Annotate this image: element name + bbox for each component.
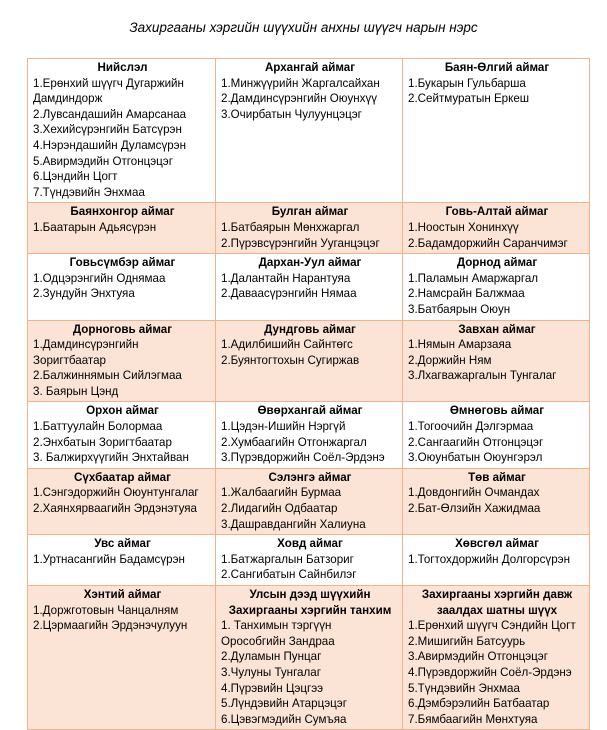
court-cell bbox=[28, 402, 216, 468]
court-cell bbox=[216, 320, 403, 402]
judge-name: 2.Пүрэвсүрэнгийн Ууганцэцэг bbox=[221, 236, 380, 250]
table-row bbox=[28, 402, 590, 468]
judge-name: 3.Пүрэвдоржийн Соёл-Эрдэнэ bbox=[221, 451, 385, 465]
court-heading: Дорнод аймаг bbox=[456, 256, 538, 270]
table-row bbox=[28, 586, 590, 730]
court-heading: Захиргааны хэргийн давж заалдах шатны шүүх bbox=[421, 588, 573, 617]
page-title: Захиргааны хэргийн шүүхийн анхны шүүгч нарын нэрс bbox=[129, 20, 478, 35]
court-cell bbox=[216, 254, 403, 320]
judge-name: 2.Бат-Өлзийн Хажидмаа bbox=[408, 502, 541, 516]
court-cell bbox=[216, 468, 403, 534]
court-heading: Ховд аймаг bbox=[277, 537, 343, 551]
table-row bbox=[28, 468, 590, 534]
judge-name: 5.Лүндэвийн Атарцэцэг bbox=[221, 697, 347, 711]
judge-name: 1.Уртнасангийн Бадамсүрэн bbox=[33, 552, 185, 566]
court-heading: Хөвсгөл аймаг bbox=[455, 537, 539, 551]
judge-name: 1.Батбаярын Мөнхжаргал bbox=[221, 220, 360, 234]
judge-name: 2.Балжиннямын Сийлэгмаа bbox=[33, 369, 182, 383]
judge-name: 1.Паламын Амаржаргал bbox=[408, 271, 539, 285]
court-cell bbox=[403, 535, 590, 586]
judge-name: 1.Дамдинсүрэнгийн Зоригтбаатар bbox=[33, 338, 139, 367]
judge-name: 2.Хаянхярваагийн Эрдэнэтуяа bbox=[33, 502, 198, 516]
judge-name: 1.Ноостын Хонинхүү bbox=[408, 220, 519, 234]
court-heading: Говьсүмбэр аймаг bbox=[69, 256, 176, 270]
table-row bbox=[28, 320, 590, 402]
judge-name: 2.Дамдинсүрэнгийн Оюунхүү bbox=[221, 92, 378, 106]
judge-name: 4.Пүрэвдоржийн Соёл-Эрдэнэ bbox=[408, 665, 572, 679]
judge-name: 2.Мишигийн Батсуурь bbox=[408, 634, 526, 648]
judge-name: 3. Балжирхүүгийн Энхтайван bbox=[33, 451, 189, 465]
court-heading: Төв аймаг bbox=[468, 470, 526, 484]
judge-name: 2.Сангаагийн Отгонцэцэг bbox=[408, 435, 544, 449]
court-cell bbox=[28, 254, 216, 320]
judge-name: 2.Сейтмуратын Еркеш bbox=[408, 92, 530, 106]
court-heading: Дархан-Уул аймаг bbox=[258, 256, 362, 270]
judge-name: 2.Зундуйн Энхтуяа bbox=[33, 287, 135, 301]
judge-name: 1.Минжүүрийн Жаргалсайхан bbox=[221, 76, 380, 90]
judge-name: 1.Адилбишийн Сайнтөгс bbox=[221, 338, 353, 352]
court-heading: Увс аймаг bbox=[94, 537, 151, 551]
judge-name: 2.Энхбатын Зоригтбаатар bbox=[33, 435, 172, 449]
judge-name: 1.Одцэрэнгийн Однямаа bbox=[33, 271, 166, 285]
judge-name: 1.Баатарын Адьясүрэн bbox=[33, 220, 157, 234]
judge-name: 1.Баттуулайн Болормаа bbox=[33, 420, 163, 434]
court-heading: Дундговь аймаг bbox=[264, 322, 356, 336]
judge-name: 2.Буянтогтохын Сугиржав bbox=[221, 353, 360, 367]
judge-name: 2.Цэрмаагийн Эрдэнэчулуун bbox=[33, 619, 188, 633]
court-heading: Хэнтий аймаг bbox=[83, 588, 162, 601]
judge-name: 3.Авирмэдийн Отгонцэцэг bbox=[408, 650, 548, 664]
court-cell bbox=[216, 402, 403, 468]
court-cell bbox=[28, 535, 216, 586]
judge-name: 1.Ерөнхий шүүгч Сэндийн Цогт bbox=[408, 619, 576, 633]
table-row bbox=[28, 203, 590, 254]
court-cell bbox=[403, 468, 590, 534]
judge-name: 1.Нямын Амарзаяа bbox=[408, 338, 512, 352]
court-heading: Сэлэнгэ аймаг bbox=[268, 470, 352, 484]
judge-name: 1.Ерөнхий шүүгч Дугаржийн Дамдиндорж bbox=[33, 76, 184, 106]
judge-name: 2.Доржийн Ням bbox=[408, 353, 492, 367]
court-cell bbox=[403, 59, 590, 203]
judge-name: 1.Тогоочийн Дэлгэрмаа bbox=[408, 420, 534, 434]
court-cell bbox=[216, 586, 403, 730]
court-cell bbox=[216, 203, 403, 254]
court-cell bbox=[216, 59, 403, 203]
court-cell bbox=[28, 468, 216, 534]
judge-name: 2.Дуламын Пунцаг bbox=[221, 650, 322, 664]
judge-name: 2.Лидагийн Одбаатар bbox=[221, 502, 338, 516]
court-heading: Баянхонгор аймаг bbox=[70, 205, 175, 219]
judge-name: 6.Дэмбэрэлийн Батбаатар bbox=[408, 697, 550, 711]
court-heading: Завхан аймаг bbox=[458, 322, 536, 336]
judge-name: 3.Дашравдангийн Халиуна bbox=[221, 517, 366, 531]
judge-name: 5.Түндэвийн Энхмаа bbox=[408, 681, 520, 695]
judge-name: 1.Тогтохдоржийн Долгорсүрэн bbox=[408, 552, 570, 566]
court-cell bbox=[28, 320, 216, 402]
judge-name: 1.Сэнгэдоржийн Оюунтунгалаг bbox=[33, 486, 199, 500]
court-heading: Нийслэл bbox=[97, 61, 148, 74]
court-heading: Дорноговь аймаг bbox=[72, 322, 173, 336]
judge-name: 1.Цэдэн-Ишийн Нэргүй bbox=[221, 420, 346, 434]
court-cell bbox=[28, 203, 216, 254]
court-heading: Баян-Өлгий аймаг bbox=[444, 61, 550, 74]
judge-name: 6.Цэндийн Цогт bbox=[33, 170, 118, 184]
judge-name: 7.Бямбаагийн Мөнхтуяа bbox=[408, 712, 538, 726]
court-heading: Орхон аймаг bbox=[86, 404, 159, 418]
court-heading: Архангай аймаг bbox=[264, 61, 356, 74]
court-heading: Өмнөговь аймаг bbox=[449, 404, 545, 418]
judge-name: 6.Цэвэгмэдийн Сумъяа bbox=[221, 712, 347, 726]
judge-name: 2.Хумбаагийн Отгонжаргал bbox=[221, 435, 367, 449]
court-cell bbox=[403, 320, 590, 402]
court-heading: Улсын дээд шүүхийн Захиргааны хэргийн танхим bbox=[228, 588, 392, 617]
judge-name: 1.Довдонгийн Очмандах bbox=[408, 486, 540, 500]
judge-name: 1.Жалбаагийн Бурмаа bbox=[221, 486, 342, 500]
court-heading: Булган аймаг bbox=[271, 205, 349, 219]
court-cell bbox=[403, 402, 590, 468]
court-cell bbox=[28, 59, 216, 203]
judge-name: 3.Оюунбатын Оюунгэрэл bbox=[408, 451, 543, 465]
judge-name: 2.Даваасүрэнгийн Нямаа bbox=[221, 287, 357, 301]
court-cell bbox=[403, 203, 590, 254]
judge-name: 3.Очирбатын Чулуунцэцэг bbox=[221, 107, 362, 121]
court-cell bbox=[403, 254, 590, 320]
judge-name: 3.Хехийсүрэнгийн Батсүрэн bbox=[33, 123, 182, 137]
judge-name: 3.Чулуны Тунгалаг bbox=[221, 665, 321, 679]
court-cell bbox=[28, 586, 216, 730]
judge-name: 5.Авирмэдийн Отгонцэцэг bbox=[33, 154, 173, 168]
judge-name: 4.Пүрэвийн Цэцгээ bbox=[221, 681, 324, 695]
table-row bbox=[28, 254, 590, 320]
judges-table bbox=[27, 58, 590, 730]
judge-name: 1.Доржготовын Чанцалням bbox=[33, 603, 179, 617]
judge-name: 2.Сангибатын Сайнбилэг bbox=[221, 568, 357, 582]
court-heading: Сүхбаатар аймаг bbox=[74, 470, 171, 484]
judge-name: 3.Лхагважаргалын Тунгалаг bbox=[408, 369, 557, 383]
court-cell bbox=[216, 535, 403, 586]
judge-name: 2.Намсрайн Балжмаа bbox=[408, 287, 525, 301]
judge-name: 1.Батжаргалын Батзориг bbox=[221, 552, 354, 566]
judge-name: 3.Батбаярын Оюун bbox=[408, 302, 511, 316]
judge-name: 2.Бадамдоржийн Саранчимэг bbox=[408, 236, 568, 250]
table-row bbox=[28, 535, 590, 586]
table-row bbox=[28, 59, 590, 203]
judge-name: 7.Түндэвийн Энхмаа bbox=[33, 185, 145, 199]
court-heading: Говь-Алтай аймаг bbox=[445, 205, 549, 219]
court-heading: Өвөрхангай аймаг bbox=[257, 404, 363, 418]
judge-name: 2.Лувсандашийн Амарсанаа bbox=[33, 107, 187, 121]
judge-name: 1. Танхимын тэргүүн Орособгийн Зандраа bbox=[221, 619, 335, 648]
judge-name: 1.Далантайн Нарантуяа bbox=[221, 271, 351, 285]
judge-name: 4.Нэрэндашийн Дуламсүрэн bbox=[33, 138, 187, 152]
judge-name: 3. Баярын Цэнд bbox=[33, 384, 119, 398]
judge-name: 1.Букарын Гульбарша bbox=[408, 76, 526, 90]
court-cell bbox=[403, 586, 590, 730]
